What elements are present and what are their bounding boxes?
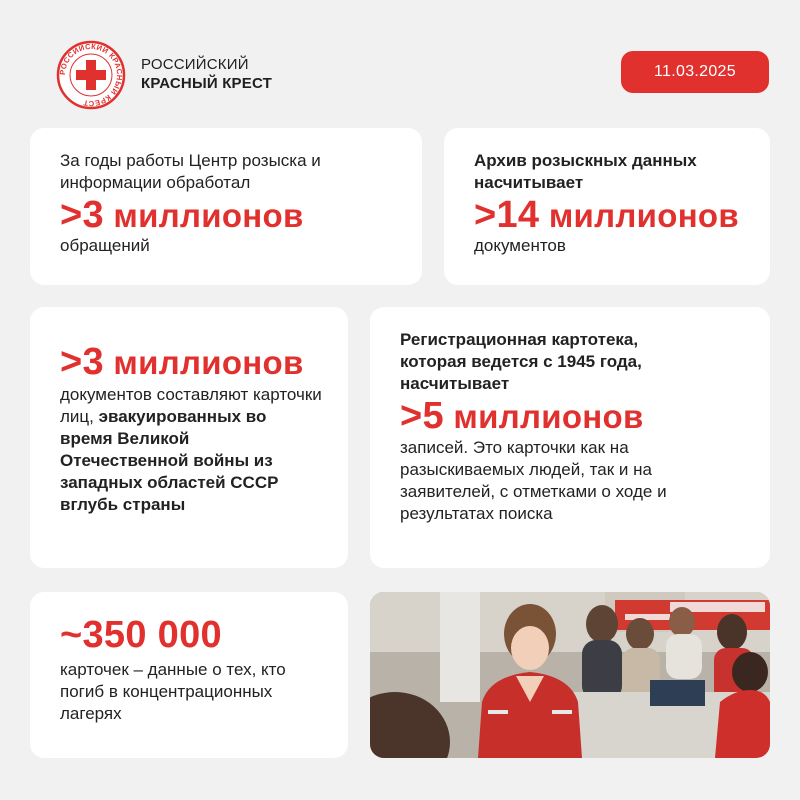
stat-highlight: ~350 000: [60, 614, 222, 656]
stat-highlight: >3 миллионов: [60, 341, 304, 383]
organization-name: [141, 55, 272, 93]
red-cross-logo-icon: [56, 40, 126, 110]
organization-name-line2: КРАСНЫЙ КРЕСТ: [141, 75, 272, 92]
stat-intro: Архив розыскных данных насчитывает: [474, 151, 697, 192]
volunteers-photo: [370, 592, 770, 758]
svg-text:РОССИЙСКИЙ КРАСНЫЙ КРЕСТ: РОССИЙСКИЙ КРАСНЫЙ КРЕСТ: [57, 41, 125, 109]
stat-outro: документов составляют карточки лиц, эвакуированных во время Великой Отечественной войны из западных областей СССР вглубь страны: [60, 385, 322, 514]
stat-highlight: >14 миллионов: [474, 194, 739, 236]
organization-name-line1: РОССИЙСКИЙ: [141, 56, 249, 73]
stat-card-evacuated: [30, 307, 348, 568]
stat-card-camps: [30, 592, 348, 758]
stat-outro: записей. Это карточки как на разыскиваемых людей, так и на заявителей, с отметками о ходе и результатах поиска: [400, 438, 667, 523]
stat-highlight: >3 миллионов: [60, 194, 304, 236]
stat-highlight: >5 миллионов: [400, 395, 644, 437]
stat-outro: обращений: [60, 236, 150, 255]
stat-intro: За годы работы Центр розыска и информации обработал: [60, 151, 321, 192]
stat-outro: документов: [474, 236, 566, 255]
stat-card-registry: [370, 307, 770, 568]
date-badge: 11.03.2025: [621, 51, 769, 93]
stat-card-requests: [30, 128, 422, 285]
stat-outro: карточек – данные о тех, кто погиб в концентрационных лагерях: [60, 660, 286, 723]
volunteers-photo-illustration: [370, 592, 770, 758]
stat-card-archive: [444, 128, 770, 285]
stat-intro: Регистрационная картотека, которая ведется с 1945 года, насчитывает: [400, 330, 642, 393]
